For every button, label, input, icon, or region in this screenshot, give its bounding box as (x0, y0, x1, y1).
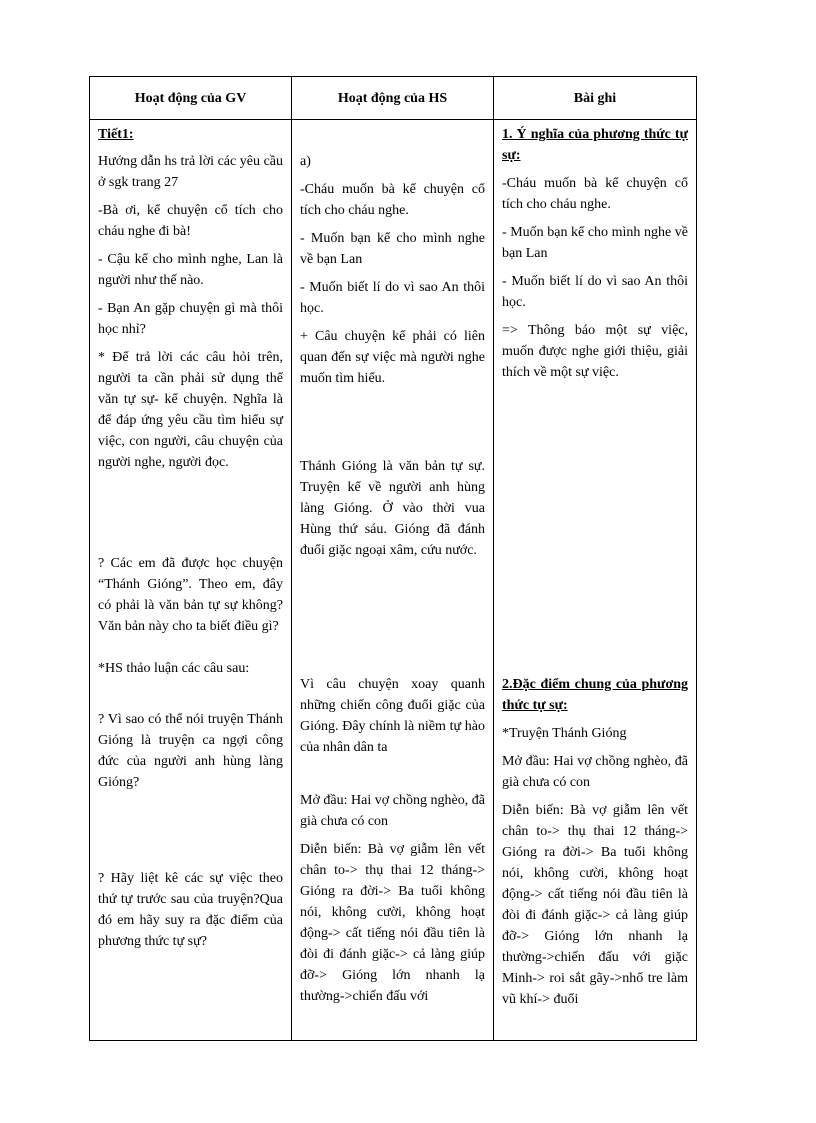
teacher-discussion-prompt: *HS thảo luận các câu sau: (98, 661, 250, 676)
teacher-example-3: - Bạn An gặp chuyện gì mà thôi học nhỉ? (98, 301, 283, 337)
teacher-activity-cell (90, 120, 292, 1041)
note-heading-2: 2.Đặc điểm chung của phương thức tự sự: (502, 677, 688, 713)
note-item-1: -Cháu muốn bà kể chuyện cổ tích cho cháu nghe. (502, 176, 688, 212)
student-answer-thanh-giong: Thánh Gióng là văn bản tự sự. Truyện kể về người anh hùng làng Gióng. Ở vào thời vua Hùng thứ sáu. Gióng đã đánh đuổi giặc ngoại xâm, cứu nước. (300, 459, 485, 558)
student-activity-cell (292, 120, 494, 1041)
lesson-table (89, 76, 697, 1041)
student-answer-2: - Muốn bạn kể cho mình nghe về bạn Lan (300, 231, 485, 267)
teacher-explanation: * Để trả lời các câu hỏi trên, người ta cần phải sử dụng thể văn tự sự- kể chuyện. Nghĩa là để đáp ứng yêu cầu tìm hiểu sự việc, con người, câu chuyện của người nghe, người đọc. (98, 350, 283, 470)
teacher-instruction: Hướng dẫn hs trả lời các yêu cầu ở sgk trang 27 (98, 154, 283, 190)
content-row (90, 120, 697, 1041)
note-development: Diễn biến: Bà vợ giẫm lên vết chân to-> thụ thai 12 tháng-> Gióng ra đời-> Ba tuổi không nói, không cười, không hoạt động-> cất tiếng nói đầu tiên là đòi đi đánh giặc-> cả làng giúp đỡ-> Gióng lớn nhanh lạ thường->chiến đấu với giặc Minh-> roi sắt gãy->nhổ tre làm vũ khí-> đuổi (502, 803, 688, 1007)
student-answer-1: -Cháu muốn bà kể chuyện cổ tích cho cháu nghe. (300, 182, 485, 218)
note-story-title: *Truyện Thánh Gióng (502, 726, 627, 741)
student-answer-label: a) (300, 154, 311, 169)
student-answer-3: - Muốn biết lí do vì sao An thôi học. (300, 280, 485, 316)
note-item-3: - Muốn biết lí do vì sao An thôi học. (502, 274, 688, 310)
header-teacher-activity: Hoạt động của GV (90, 77, 292, 120)
teacher-question-sequence: ? Hãy liệt kê các sự việc theo thứ tự trước sau của truyện?Qua đó em hãy suy ra đặc điểm của phương thức tự sự? (98, 871, 283, 949)
student-opening: Mở đầu: Hai vợ chồng nghèo, đã già chưa có con (300, 793, 485, 829)
note-heading-1: 1. Ý nghĩa của phương thức tự sự: (502, 127, 688, 163)
lesson-period-label: Tiết1: (98, 127, 134, 142)
header-notes: Bài ghi (494, 77, 697, 120)
note-item-2: - Muốn bạn kể cho mình nghe về bạn Lan (502, 225, 688, 261)
header-student-activity: Hoạt động của HS (292, 77, 494, 120)
student-development: Diễn biến: Bà vợ giẫm lên vết chân to-> thụ thai 12 tháng-> Gióng ra đời-> Ba tuổi không nói, không cười, không hoạt động-> cất tiếng nói đầu tiên là đòi đi đánh giặc-> cả làng giúp đỡ-> Gióng lớn nhanh lạ thường->chiến đấu với (300, 842, 485, 1004)
teacher-question-thanh-giong: ? Các em đã được học chuyện “Thánh Gióng”. Theo em, đây có phải là văn bản tự sự không?Văn bản này cho ta biết điều gì? (98, 556, 283, 634)
note-opening: Mở đầu: Hai vợ chồng nghèo, đã già chưa có con (502, 754, 688, 790)
teacher-example-1: -Bà ơi, kể chuyện cổ tích cho cháu nghe đi bà! (98, 203, 283, 239)
notes-cell (494, 120, 697, 1041)
note-conclusion: => Thông báo một sự việc, muốn được nghe giới thiệu, giải thích về một sự việc. (502, 323, 688, 380)
teacher-example-2: - Cậu kể cho mình nghe, Lan là người như thế nào. (98, 252, 283, 288)
teacher-question-praise: ? Vì sao có thể nói truyện Thánh Gióng là truyện ca ngợi công đức của người anh hùng làng Gióng? (98, 712, 283, 790)
student-answer-praise: Vì câu chuyện xoay quanh những chiến công đuổi giặc của Gióng. Đây chính là niềm tự hào của nhân dân ta (300, 677, 485, 755)
student-answer-conclusion: + Câu chuyện kể phải có liên quan đến sự việc mà người nghe muốn tìm hiểu. (300, 329, 485, 386)
header-row (90, 77, 697, 120)
